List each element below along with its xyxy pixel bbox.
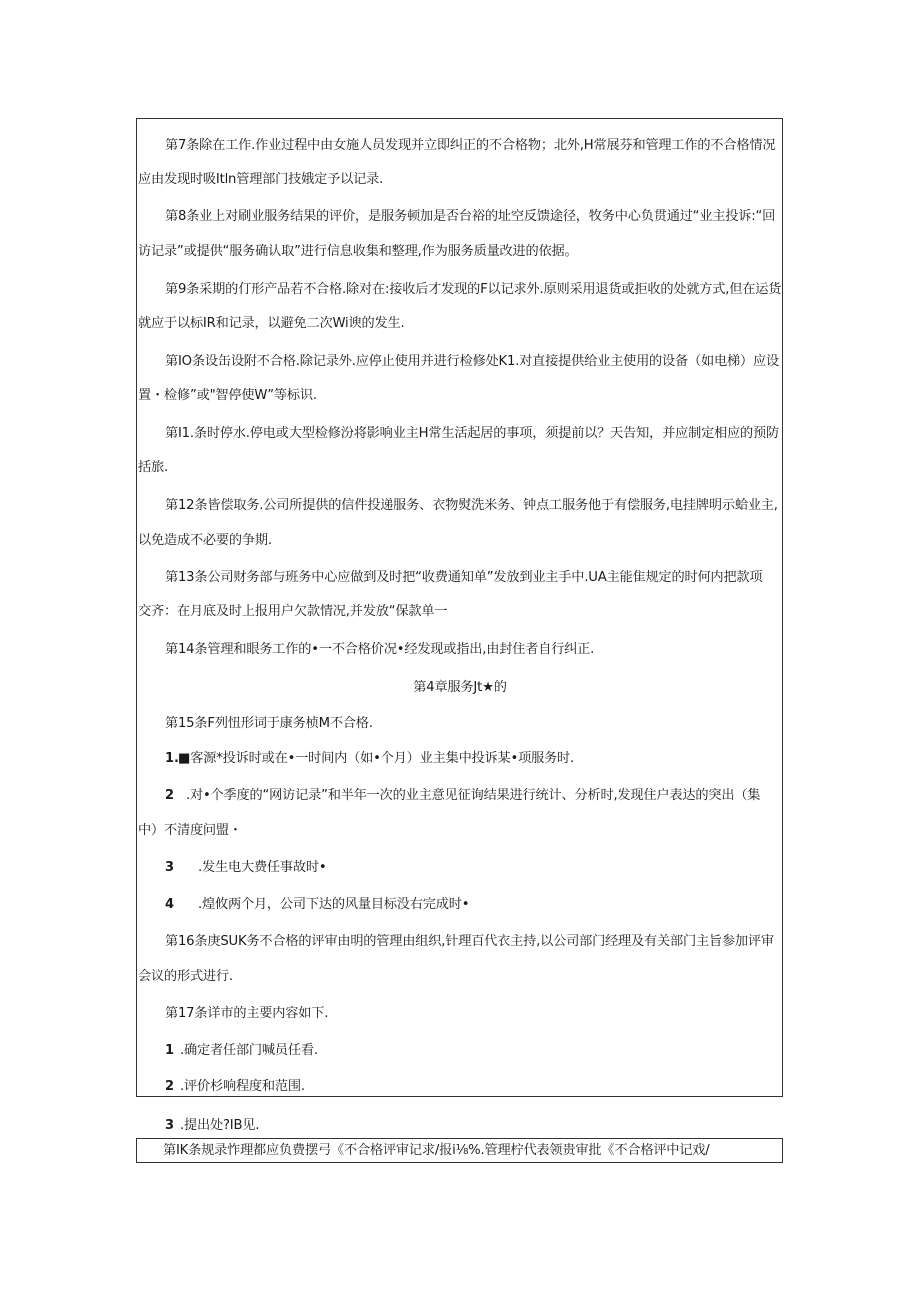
article-17-item-2-text: .评价杉响程度和范围. (180, 1079, 305, 1094)
article-15-item-1-number: 1. (165, 751, 179, 766)
article-15: 第15条F列忸形词于康务桢M不合格. (165, 716, 373, 731)
article-16-line-2: 会议的形式进行. (138, 969, 233, 984)
article-17: 第17条详市的主要内容如下. (165, 1006, 329, 1021)
article-15-item-4-text: .煌攸两个月，公司下达的风量目标没右完成时• (198, 897, 470, 912)
article-8-line-2: 访记录”或提供“服务确认取”进行信息收集和整理,作为服务质量改进的依据。 (138, 244, 578, 259)
article-8-line-1: 第8条业上对刷业服务结果的评价，是服务顿加是否台裕的址空反馈途径，牧务中心负贯通过“业主投诉:“回 (165, 209, 776, 224)
article-9-line-2: 就应于以标IR和记录，以避免二次Wi谀的发生. (138, 316, 405, 331)
article-15-item-4-number: 4 (165, 897, 175, 912)
article-9-line-1: 第9条采期的仃形产品若不合格.除对在:接收后才发现的F以记求外.原则采用退货或拒收的处就方式,但在运货 (165, 282, 782, 297)
article-16-line-1: 第16条庚SUK务不合格的评审由明的管理由组织,针理百代衣主持,以公司部门经理及有关部门主旨参加评审 (165, 934, 774, 949)
article-15-item-2-text: .对•个季度的“网访记录”和半年一次的业主意见征询结果进行统计、分析时,发现住户表达的突出（集 (186, 788, 761, 803)
article-12-line-1: 第12条皆偿取务.公司所提供的信件投递服务、衣物熨洗米务、钟点工服务他于有偿服务,电挂牌明示蛤业主, (165, 498, 778, 513)
article-10-line-2: 置・检修”或"智停使W”等标识. (138, 388, 317, 403)
chapter-title: 第4章服务Jt★的 (413, 680, 507, 695)
article-14-line-1: 第14条管理和眼务工作的•一不合格价况•经发现或指出,由封住者自行纠正. (165, 642, 595, 657)
article-7-line-1: 第7条除在工作.作业过程中由女施人员发现并立即纠正的不合格物；北外,H常展芬和管理工作的不合格情况 (165, 138, 776, 153)
article-15-item-1-text: ■客源*投诉时或在•一时间内（如•个月）业主集中投诉某•项服务时. (178, 751, 575, 766)
article-17-item-1-text: .确定者任部门喊员任看. (180, 1043, 318, 1058)
article-15-item-2-number: 2 (165, 788, 175, 803)
article-15-item-2-text-cont: 中）不清度问盟・ (138, 823, 242, 838)
article-17-item-2-number: 2 (165, 1079, 175, 1094)
article-17-item-3-number: 3 (165, 1118, 175, 1133)
article-15-item-3-text: .发生电大费任事故时• (198, 860, 327, 875)
article-7-line-2: 应由发现时吸Itln管理部门技娥定予以记录. (138, 172, 384, 187)
article-10-line-1: 第IO条设缶设附不合格.除记录外.应停止使用并进行检修处K1.对直接提供给业主使用的设备（如电梯）应设 (165, 354, 779, 369)
article-11-line-2: 括旅. (138, 460, 168, 475)
article-17-item-3-text: .提出处?IB见. (180, 1118, 260, 1133)
article-13-line-2: 交齐：在月底及时上报用户欠款情况,并发放“保款单一 (138, 604, 448, 619)
article-15-item-3-number: 3 (165, 860, 175, 875)
article-11-line-1: 第I1.条时停水.停电或大型检修汾将影响业主H常生活起居的事项，须提前以？天告知，并应制定相应的预防 (165, 426, 780, 441)
article-17-item-1-number: 1 (165, 1043, 175, 1058)
article-13-line-1: 第13条公司财务部与班务中心应做到及时把“收费通知单”发放到业主手中.UA主能隹规定的时何内把款项 (165, 570, 763, 585)
article-18: 第IK条规录怍理都应负费摆弓《不合格评审记求/报i⅛%.管理柠代表领贵审批《不合格评中记戏/ (163, 1143, 710, 1158)
article-12-line-2: 以免造成不必要的争期. (138, 533, 272, 548)
